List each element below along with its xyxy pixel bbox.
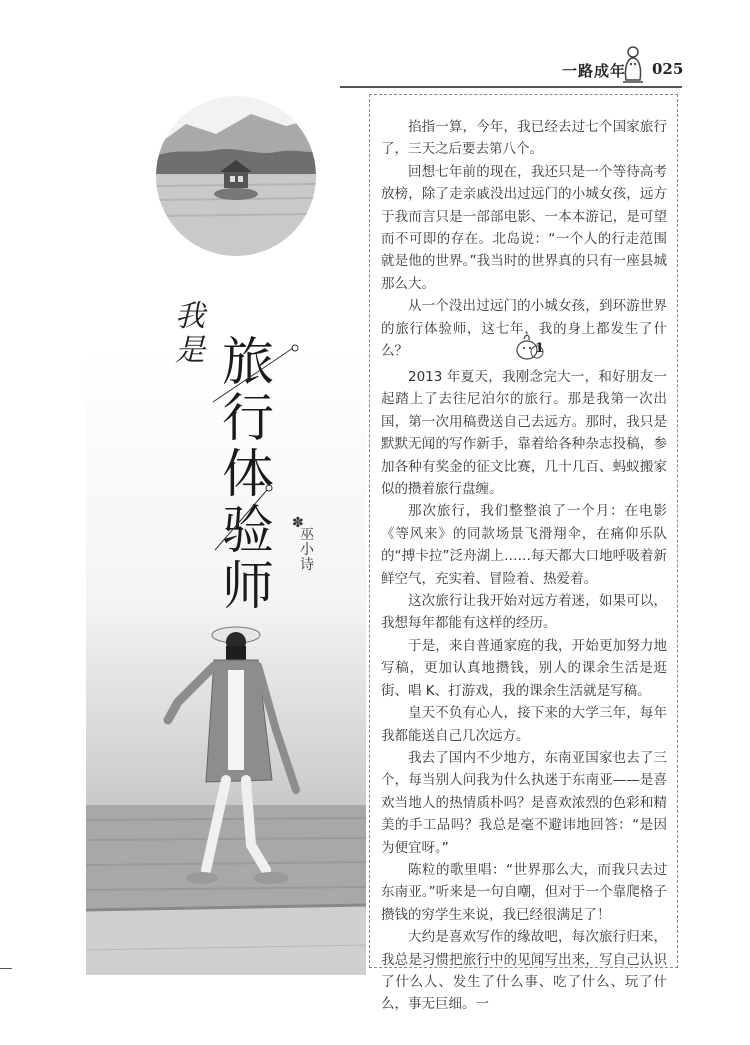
article-title: 旅行体验师 bbox=[222, 333, 275, 617]
section-number: 1 bbox=[535, 341, 545, 356]
paragraph: 大约是喜欢写作的缘故吧，每次旅行归来，我总是习惯把旅行中的见闻写出来，写自己认识了什么人、发生了什么事、吃了什么、玩了什么，事无巨细。一 bbox=[381, 929, 667, 1013]
paragraph: 那次旅行，我们整整浪了一个月：在电影《等风来》的同款场景飞滑翔伞，在痛仰乐队的“搏卡拉”泛舟湖上……每天都大口地呼吸着新鲜空气，充实着、冒险着、热爱着。 bbox=[381, 503, 667, 587]
running-header-title: 一路成年 bbox=[562, 62, 627, 80]
body-text bbox=[381, 366, 667, 1016]
paragraph: 于是，来自普通家庭的我，开始更加努力地写稿，更加认真地攒钱，别人的课余生活是逛街、唱 K、打游戏，我的课余生活就是写稿。 bbox=[381, 637, 667, 699]
paragraph: 掐指一算，今年，我已经去过七个国家旅行了，三天之后要去第八个。 bbox=[381, 119, 667, 158]
margin-mark bbox=[0, 968, 12, 969]
paragraph: 我去了国内不少地方，东南亚国家也去了三个，每当别人问我为什么执迷于东南亚——是喜欢当地人的热情质朴吗？是喜欢浓烈的色彩和精美的手工品吗？我总是毫不避讳地回答：“是因为便宜呀。” bbox=[381, 749, 667, 856]
author-mark: ✽ bbox=[292, 515, 304, 531]
paragraph: 皇天不负有心人，接下来的大学三年，每年我都能送自己几次远方。 bbox=[381, 705, 667, 744]
paragraph: 从一个没出过远门的小城女孩，到环游世界的旅行体验师，这七年，我的身上都发生了什么？ bbox=[381, 298, 667, 360]
mascot-icon bbox=[620, 44, 646, 84]
intro-text bbox=[381, 116, 667, 362]
paragraph: 这次旅行让我开始对远方着迷，如果可以，我想每年都能有这样的经历。 bbox=[381, 593, 667, 632]
paragraph: 回想七年前的现在，我还只是一个等待高考放榜，除了走亲戚没出过远门的小城女孩，远方于我而言只是一部部电影、一本本游记，是可望而不可即的存在。北岛说：“一个人的行走范围就是他的世界。”我当时的世界真的只有一座县城那么大。 bbox=[381, 163, 667, 292]
title-prefix: 我是 bbox=[175, 299, 205, 368]
river-house-photo bbox=[156, 96, 316, 256]
author-name: 巫小诗 bbox=[300, 527, 314, 573]
page-number: 025 bbox=[652, 60, 684, 78]
paragraph: 2013 年夏天，我刚念完大一，和好朋友一起踏上了去往尼泊尔的旅行。那是我第一次出国，第一次用稿费送自己去远方。那时，我只是默默无闻的写作新手，靠着给各种杂志投稿，参加各种有奖金的征文比赛，几十几百、蚂蚁搬家似的攒着旅行盘缠。 bbox=[381, 369, 667, 498]
paragraph: 陈粒的歌里唱：“世界那么大，而我只去过东南亚。”听来是一句自嘲，但对于一个靠爬格子攒钱的穷学生来说，我已经很满足了！ bbox=[381, 861, 667, 923]
header-rule bbox=[340, 86, 682, 88]
